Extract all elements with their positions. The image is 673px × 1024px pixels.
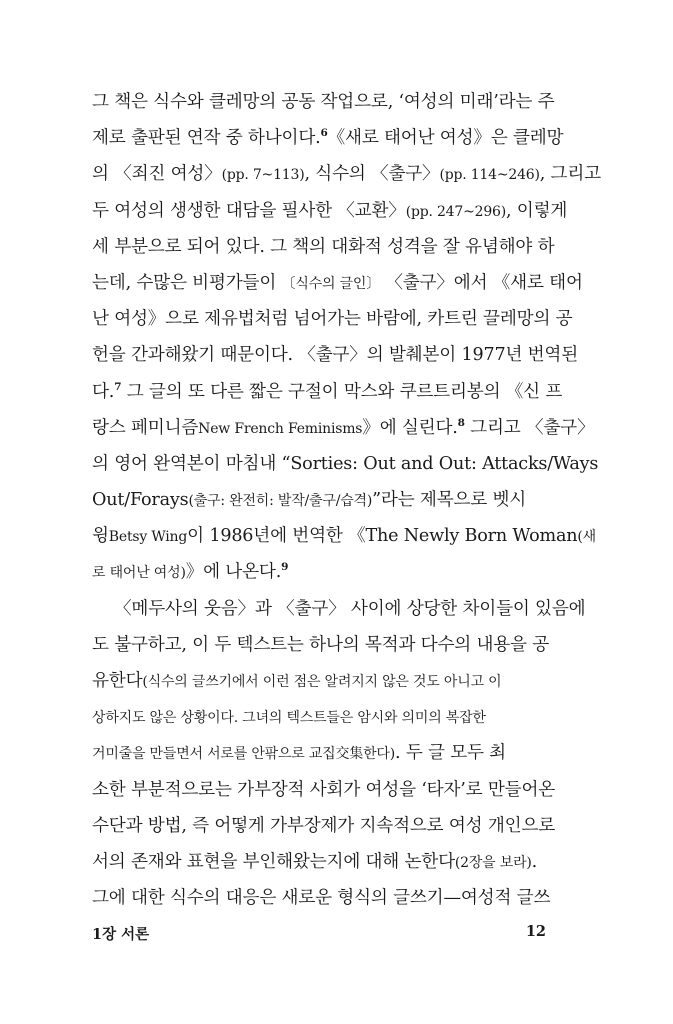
text-segment: 두 여성의 생생한 대담을 필사한 〈교환〉 <box>92 200 406 221</box>
text-segment: 〈출구〉에서 《새로 태어 <box>380 272 583 293</box>
footnote-ref: 9 <box>281 561 289 574</box>
text-segment: 유한다 <box>92 671 143 691</box>
small-text: 거미줄을 만들면서 서로를 안팎으로 교집交集한다) <box>92 746 396 763</box>
text-line <box>92 844 592 880</box>
small-text: Betsy Wing <box>108 529 188 546</box>
small-text: (pp. 114~246) <box>439 167 540 184</box>
text-line <box>92 84 592 120</box>
text-segment: 그 책은 식수와 클레망의 공동 작업으로, ‘여성의 미래’라는 주 <box>92 92 555 112</box>
text-segment: 윙 <box>92 526 109 547</box>
text-segment: 는데, 수많은 비평가들이 <box>92 272 282 293</box>
text-line <box>92 120 592 156</box>
footnote-ref: 8 <box>457 416 465 429</box>
text-line <box>92 193 592 229</box>
text-segment: 제로 출판된 연작 중 하나이다. <box>92 128 321 149</box>
text-segment: 세 부분으로 되어 있다. 그 책의 대화적 성격을 잘 유념해야 하 <box>92 236 555 257</box>
small-text: (pp. 7~113) <box>221 167 305 184</box>
text-segment: 그리고 〈출구〉 <box>464 417 595 438</box>
text-segment: 랑스 페미니즘 <box>92 417 199 438</box>
text-segment: . 두 글 모두 최 <box>395 743 506 764</box>
text-line <box>92 699 592 735</box>
text-segment: 도 불구하고, 이 두 텍스트는 하나의 목적과 다수의 내용을 공 <box>92 634 550 655</box>
text-segment: 》에 나온다. <box>185 562 282 583</box>
small-text: New French Feminisms <box>198 420 363 437</box>
text-segment: 소한 부분적으로는 가부장적 사회가 여성을 ‘타자’로 만들어온 <box>92 779 556 800</box>
page-number: 12 <box>525 923 546 940</box>
text-segment: 의 〈죄진 여성〉 <box>92 164 222 185</box>
small-text: 로 태어난 여성) <box>92 565 186 582</box>
text-line <box>92 446 599 482</box>
running-footer-chapter: 1장 서론 <box>92 926 150 943</box>
small-text: (출구: 완전히: 발작/출구/습격) <box>188 493 373 510</box>
footnote-ref: 6 <box>320 127 328 140</box>
text-segment: 헌을 간과해왔기 때문이다. 〈출구〉의 발췌본이 1977년 번역된 <box>92 345 579 366</box>
text-segment: 그에 대한 식수의 대응은 새로운 형식의 글쓰기—여성적 글쓰 <box>92 888 551 909</box>
text-line <box>92 627 592 663</box>
text-segment: 수단과 방법, 즉 어떻게 가부장제가 지속적으로 여성 개인으로 <box>92 815 556 836</box>
text-line <box>92 374 592 410</box>
text-segment: 서의 존재와 표현을 부인해왔는지에 대해 논한다 <box>92 851 455 872</box>
text-line <box>92 410 595 446</box>
small-text: (새 <box>577 529 596 546</box>
text-segment: , 그리고 <box>539 164 601 185</box>
text-segment: ”라는 제목으로 벳시 <box>372 490 527 511</box>
text-segment: . <box>531 851 538 872</box>
text-segment: 〈메두사의 웃음〉과 〈출구〉 사이에 상당한 차이들이 있음에 <box>114 598 586 619</box>
text-line <box>92 808 592 844</box>
text-line <box>92 880 592 916</box>
text-line <box>92 518 596 554</box>
text-line <box>92 772 592 808</box>
small-text: (식수의 글쓰기에서 이런 점은 알려지지 않은 것도 아니고 이 <box>142 674 502 690</box>
text-segment: , 이렇게 <box>506 200 568 221</box>
text-line <box>92 265 592 301</box>
text-line <box>92 663 592 699</box>
text-line <box>92 735 592 771</box>
small-text: (2장을 보라) <box>454 854 532 871</box>
small-text: (pp. 247~296) <box>405 203 507 220</box>
text-line <box>92 591 592 627</box>
text-line <box>92 301 592 337</box>
text-segment: 난 여성》으로 제유법처럼 넘어가는 바람에, 카트린 끌레망의 공 <box>92 309 573 330</box>
small-text: 상하지도 않은 상황이다. 그녀의 텍스트들은 암시와 의미의 복잡한 <box>92 710 486 727</box>
text-line <box>92 337 592 373</box>
text-line <box>92 156 601 192</box>
text-segment: 다. <box>92 381 115 402</box>
text-segment: 》에 실린다. <box>362 417 458 438</box>
text-segment: 《새로 태어난 여성》은 클레망 <box>327 128 564 149</box>
text-segment: 의 영어 완역본이 마침내 “Sorties: Out and Out: Attacks/Ways <box>92 453 599 474</box>
body-text <box>92 84 601 916</box>
page-footer <box>92 923 546 947</box>
small-text: 〔식수의 글인〕 <box>281 275 381 292</box>
text-segment: 그 글의 또 다른 짧은 구절이 막스와 쿠르트리봉의 《신 프 <box>121 381 563 402</box>
text-segment: , 식수의 〈출구〉 <box>304 164 440 185</box>
text-segment: Out/Forays <box>92 490 189 511</box>
text-segment: 이 1986년에 번역한 《The Newly Born Woman <box>187 526 578 547</box>
footnote-ref: 7 <box>114 380 122 393</box>
text-line <box>92 554 592 590</box>
text-line <box>92 482 592 518</box>
text-line <box>92 229 592 265</box>
